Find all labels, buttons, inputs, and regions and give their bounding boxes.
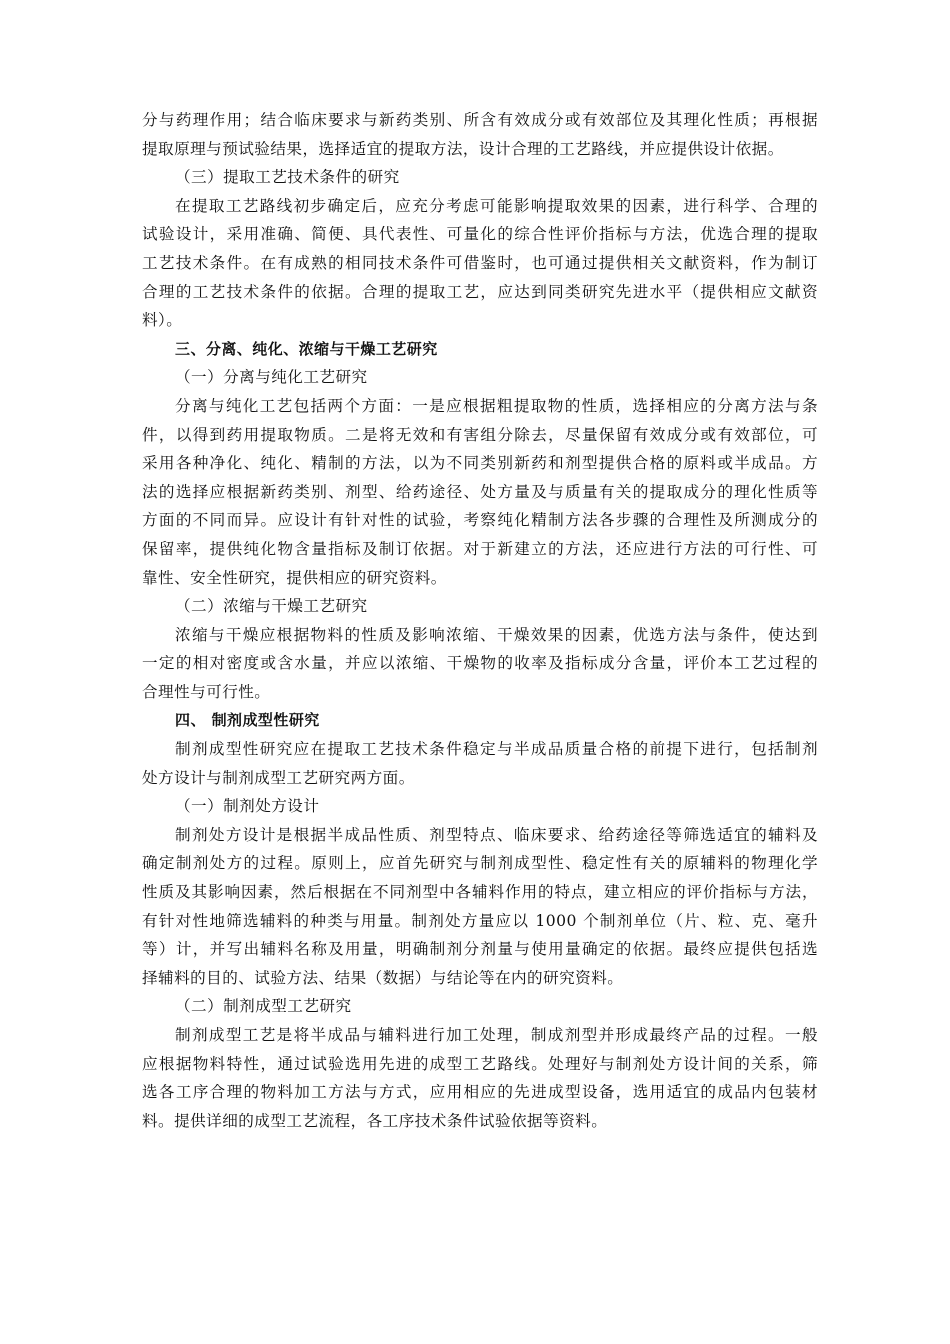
paragraph-line: 靠性、安全性研究，提供相应的研究资料。 xyxy=(142,568,447,587)
paragraph-line: 方面的不同而异。应设计有针对性的试验，考察纯化精制方法各步骤的合理性及所测成分的 xyxy=(142,511,818,530)
paragraph-first-line: 制剂处方设计是根据半成品性质、剂型特点、临床要求、给药途径等筛选适宜的辅料及 xyxy=(175,825,818,844)
paragraph-line: 试验设计，采用准确、简便、具代表性、可量化的综合性评价指标与方法，优选合理的提取 xyxy=(142,225,818,244)
subsection-heading: （一）制剂处方设计 xyxy=(175,797,320,816)
paragraph-first-line: 浓缩与干燥应根据物料的性质及影响浓缩、干燥效果的因素，优选方法与条件，使达到 xyxy=(175,625,818,644)
paragraph-line: 法的选择应根据新药类别、剂型、给药途径、处方量及与质量有关的提取成分的理化性质等 xyxy=(142,482,818,501)
document-body xyxy=(142,106,818,1135)
paragraph-line: 确定制剂处方的过程。原则上，应首先研究与制剂成型性、稳定性有关的原辅料的物理化学 xyxy=(142,854,818,873)
paragraph-line: 处方设计与制剂成型工艺研究两方面。 xyxy=(142,768,415,787)
paragraph-line: 料。提供详细的成型工艺流程，各工序技术条件试验依据等资料。 xyxy=(142,1111,608,1130)
subsection-heading: （一）分离与纯化工艺研究 xyxy=(175,368,368,387)
paragraph-first-line: 制剂成型工艺是将半成品与辅料进行加工处理，制成剂型并形成最终产品的过程。一般 xyxy=(175,1026,818,1044)
paragraph-line: 分与药理作用；结合临床要求与新药类别、所含有效成分或有效部位及其理化性质；再根据 xyxy=(142,111,818,129)
paragraph-line: 合理性与可行性。 xyxy=(142,682,271,701)
subsection-heading: （三）提取工艺技术条件的研究 xyxy=(175,168,400,187)
paragraph-first-line: 制剂成型性研究应在提取工艺技术条件稳定与半成品质量合格的前提下进行，包括制剂 xyxy=(175,740,818,759)
paragraph-line: 性质及其影响因素，然后根据在不同剂型中各辅料作用的特点，建立相应的评价指标与方法， xyxy=(142,883,818,902)
paragraph-first-line: 分离与纯化工艺包括两个方面：一是应根据粗提取物的性质，选择相应的分离方法与条 xyxy=(175,396,818,415)
paragraph-line: 合理的工艺技术条件的依据。合理的提取工艺，应达到同类研究先进水平（提供相应文献资 xyxy=(142,282,818,301)
paragraph-first-line: 在提取工艺路线初步确定后，应充分考虑可能影响提取效果的因素，进行科学、合理的 xyxy=(175,196,818,215)
paragraph-line: 保留率，提供纯化物含量指标及制订依据。对于新建立的方法，还应进行方法的可行性、可 xyxy=(142,539,818,558)
paragraph-line: 等）计，并写出辅料名称及用量，明确制剂分剂量与使用量确定的依据。最终应提供包括选 xyxy=(142,940,818,959)
paragraph-line: 有针对性地筛选辅料的种类与用量。制剂处方量应以 1000 个制剂单位（片、粒、克、毫升 xyxy=(142,911,818,930)
section-heading: 四、 制剂成型性研究 xyxy=(175,711,320,730)
paragraph-line: 应根据物料特性，通过试验选用先进的成型工艺路线。处理好与制剂处方设计间的关系，筛 xyxy=(142,1054,818,1073)
paragraph-line: 件，以得到药用提取物质。二是将无效和有害组分除去，尽量保留有效成分或有效部位，可 xyxy=(142,425,818,444)
paragraph-line: 工艺技术条件。在有成熟的相同技术条件可借鉴时，也可通过提供相关文献资料，作为制订 xyxy=(142,253,818,272)
paragraph-line: 采用各种净化、纯化、精制的方法，以为不同类别新药和剂型提供合格的原料或半成品。方 xyxy=(142,454,818,473)
subsection-heading: （二）制剂成型工艺研究 xyxy=(175,997,352,1016)
section-heading: 三、分离、纯化、浓缩与干燥工艺研究 xyxy=(175,339,438,358)
paragraph-line: 提取原理与预试验结果，选择适宜的提取方法，设计合理的工艺路线，并应提供设计依据。 xyxy=(142,139,784,158)
paragraph-line: 择辅料的目的、试验方法、结果（数据）与结论等在内的研究资料。 xyxy=(142,968,624,987)
paragraph-line: 一定的相对密度或含水量，并应以浓缩、干燥物的收率及指标成分含量，评价本工艺过程的 xyxy=(142,654,818,673)
paragraph-line: 料）。 xyxy=(142,311,183,330)
paragraph-line: 选各工序合理的物料加工方法与方式，应用相应的先进成型设备，选用适宜的成品内包装材 xyxy=(142,1083,818,1102)
subsection-heading: （二）浓缩与干燥工艺研究 xyxy=(175,597,368,616)
